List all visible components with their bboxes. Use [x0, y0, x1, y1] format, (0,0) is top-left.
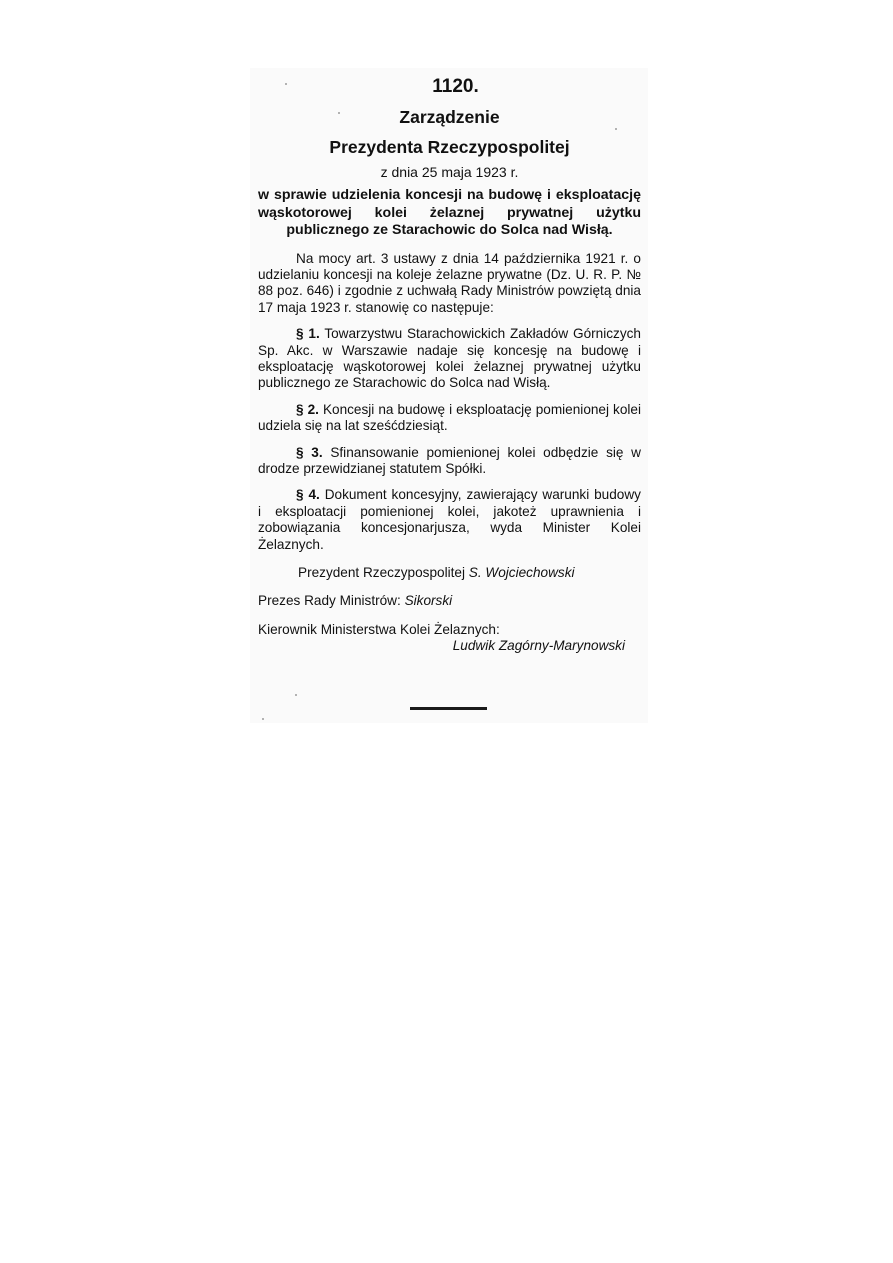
signature-name: S. Wojciechowski [468, 565, 575, 580]
section-text: Towarzystwu Starachowickich Zakładów Górniczych Sp. Akc. w Warszawie nadaje się koncesję na budowę i eksploatację wąskotorowej kolei żelaznej prywatnej użytku publicznego ze Starachowic do Solca nad Wisłą. [258, 326, 641, 391]
minister-signature-title: Kierownik Ministerstwa Kolei Żelaznych: [258, 621, 500, 637]
document-title: Zarządzenie [399, 107, 500, 127]
section-label: § 3. [296, 444, 323, 460]
section-2 [258, 402, 641, 435]
document-text-column [258, 72, 641, 655]
signature-title: Prezydent Rzeczypospolitej [298, 565, 465, 580]
scan-speck [262, 718, 264, 720]
section-text: Sfinansowanie pomienionej kolei odbędzie się w drodze przewidzianej statutem Spółki. [258, 444, 641, 476]
section-4 [258, 487, 641, 553]
preamble-paragraph: Na mocy art. 3 ustawy z dnia 14 października 1921 r. o udzielaniu koncesji na koleje żelazne prywatne (Dz. U. R. P. № 88 poz. 646) i zgodnie z uchwałą Rady Ministrów powziętą dnia 17 maja 1923 r. stanowię co następuje: [258, 250, 641, 315]
section-text: Koncesji na budowę i eksploatację pomienionej kolei udziela się na lat sześćdziesiąt. [258, 401, 641, 434]
section-label: § 2. [296, 401, 319, 417]
section-1 [258, 326, 641, 392]
document-date: z dnia 25 maja 1923 r. [380, 164, 519, 180]
section-label: § 4. [296, 487, 320, 503]
document-issuer: Prezydenta Rzeczypospolitej [329, 137, 570, 157]
premier-signature [258, 593, 641, 609]
scan-speck [295, 694, 297, 696]
minister-signature-name: Ludwik Zagórny-Marynowski [452, 638, 625, 654]
signature-title: Prezes Rady Ministrów: [258, 593, 401, 609]
section-label: § 1. [296, 326, 320, 342]
section-text: Dokument koncesyjny, zawierający warunki budowy i eksploatacji pomienionej kolei, jakoteż uprawnienia i zobowiązania koncesjonarjusza, wyda Minister Kolei Żelaznych. [258, 487, 641, 552]
end-rule [410, 707, 487, 710]
document-subject: w sprawie udzielenia koncesji na budowę i eksploatację wąskotorowej kolei żelaznej prywatnej użytku publicznego ze Starachowic do Solca nad Wisłą. [258, 187, 641, 238]
section-3 [258, 445, 641, 478]
act-number: 1120. [432, 76, 479, 97]
president-signature [258, 565, 641, 581]
signature-name: Sikorski [404, 593, 453, 609]
